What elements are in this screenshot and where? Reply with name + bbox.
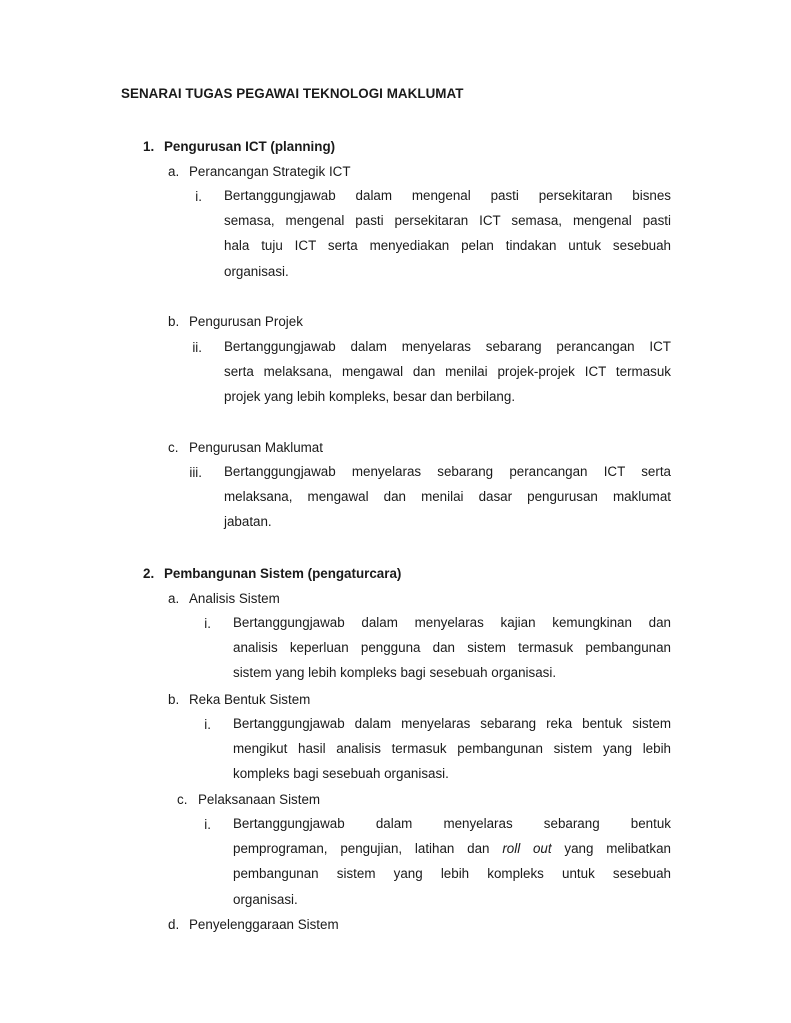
item-roman: i. (204, 717, 211, 732)
paragraph-line: pembangunan sistem yang lebih kompleks untuk sesebuah (233, 866, 671, 882)
subsection-label: Perancangan Strategik ICT (189, 164, 351, 179)
paragraph-line: hala tuju ICT serta menyediakan pelan tindakan untuk sesebuah (224, 238, 671, 254)
paragraph-line: Bertanggungjawab dalam menyelaras sebarang bentuk (233, 816, 671, 831)
item-paragraph (224, 459, 671, 535)
item-paragraph (233, 711, 671, 787)
line-text: yang melibatkan (564, 841, 671, 857)
section-number: 2. (143, 566, 155, 581)
item-paragraph (224, 334, 671, 410)
section-heading: Pengurusan ICT (planning) (164, 139, 336, 154)
subsection-label: Pengurusan Projek (189, 314, 303, 329)
subsection-label: Reka Bentuk Sistem (189, 692, 311, 707)
subsection-label: Analisis Sistem (189, 591, 280, 606)
item-roman: ii. (192, 340, 202, 355)
paragraph-line: organisasi. (233, 891, 298, 907)
paragraph-line: serta melaksana, mengawal dan menilai projek-projek ICT termasuk (224, 364, 671, 380)
subsection-letter: c. (177, 792, 188, 807)
paragraph-line: analisis keperluan pengguna dan sistem termasuk pembangunan (233, 640, 671, 656)
paragraph-line: mengikut hasil analisis termasuk pembangunan sistem yang lebih (233, 741, 671, 757)
subsection-letter: c. (168, 440, 179, 455)
paragraph-line (233, 836, 671, 861)
subsection-letter: b. (168, 314, 180, 329)
italic-term: roll out (502, 841, 552, 857)
section-heading: Pembangunan Sistem (pengaturcara) (164, 566, 402, 581)
paragraph-line: Bertanggungjawab dalam menyelaras sebarang reka bentuk sistem (233, 716, 671, 731)
subsection-letter: a. (168, 591, 180, 606)
paragraph-line: melaksana, mengawal dan menilai dasar pengurusan maklumat (224, 489, 671, 505)
paragraph-line: organisasi. (224, 263, 289, 279)
paragraph-line: sistem yang lebih kompleks bagi sesebuah organisasi. (233, 665, 557, 681)
item-roman: iii. (189, 465, 202, 480)
document-title: SENARAI TUGAS PEGAWAI TEKNOLOGI MAKLUMAT (121, 86, 464, 101)
paragraph-line: semasa, mengenal pasti persekitaran ICT semasa, mengenal pasti (224, 213, 671, 229)
subsection-letter: a. (168, 164, 180, 179)
subsection-letter: d. (168, 917, 180, 932)
item-paragraph (224, 183, 671, 284)
paragraph-line: Bertanggungjawab dalam menyelaras kajian kemungkinan dan (233, 615, 671, 630)
item-roman: i. (204, 616, 211, 631)
paragraph-line: Bertanggungjawab menyelaras sebarang perancangan ICT serta (224, 464, 671, 479)
item-roman: i. (195, 189, 202, 204)
subsection-label: Penyelenggaraan Sistem (189, 917, 339, 932)
section-number: 1. (143, 139, 155, 154)
paragraph-line: jabatan. (224, 514, 272, 530)
paragraph-line: projek yang lebih kompleks, besar dan berbilang. (224, 389, 516, 405)
subsection-label: Pengurusan Maklumat (189, 440, 323, 455)
line-text: pemprograman, pengujian, latihan dan (233, 841, 490, 857)
subsection-label: Pelaksanaan Sistem (198, 792, 321, 807)
item-paragraph (233, 610, 671, 686)
item-paragraph (233, 811, 671, 912)
subsection-letter: b. (168, 692, 180, 707)
paragraph-line: Bertanggungjawab dalam mengenal pasti persekitaran bisnes (224, 188, 671, 203)
item-roman: i. (204, 817, 211, 832)
paragraph-line: Bertanggungjawab dalam menyelaras sebarang perancangan ICT (224, 339, 671, 354)
paragraph-line: kompleks bagi sesebuah organisasi. (233, 766, 449, 782)
